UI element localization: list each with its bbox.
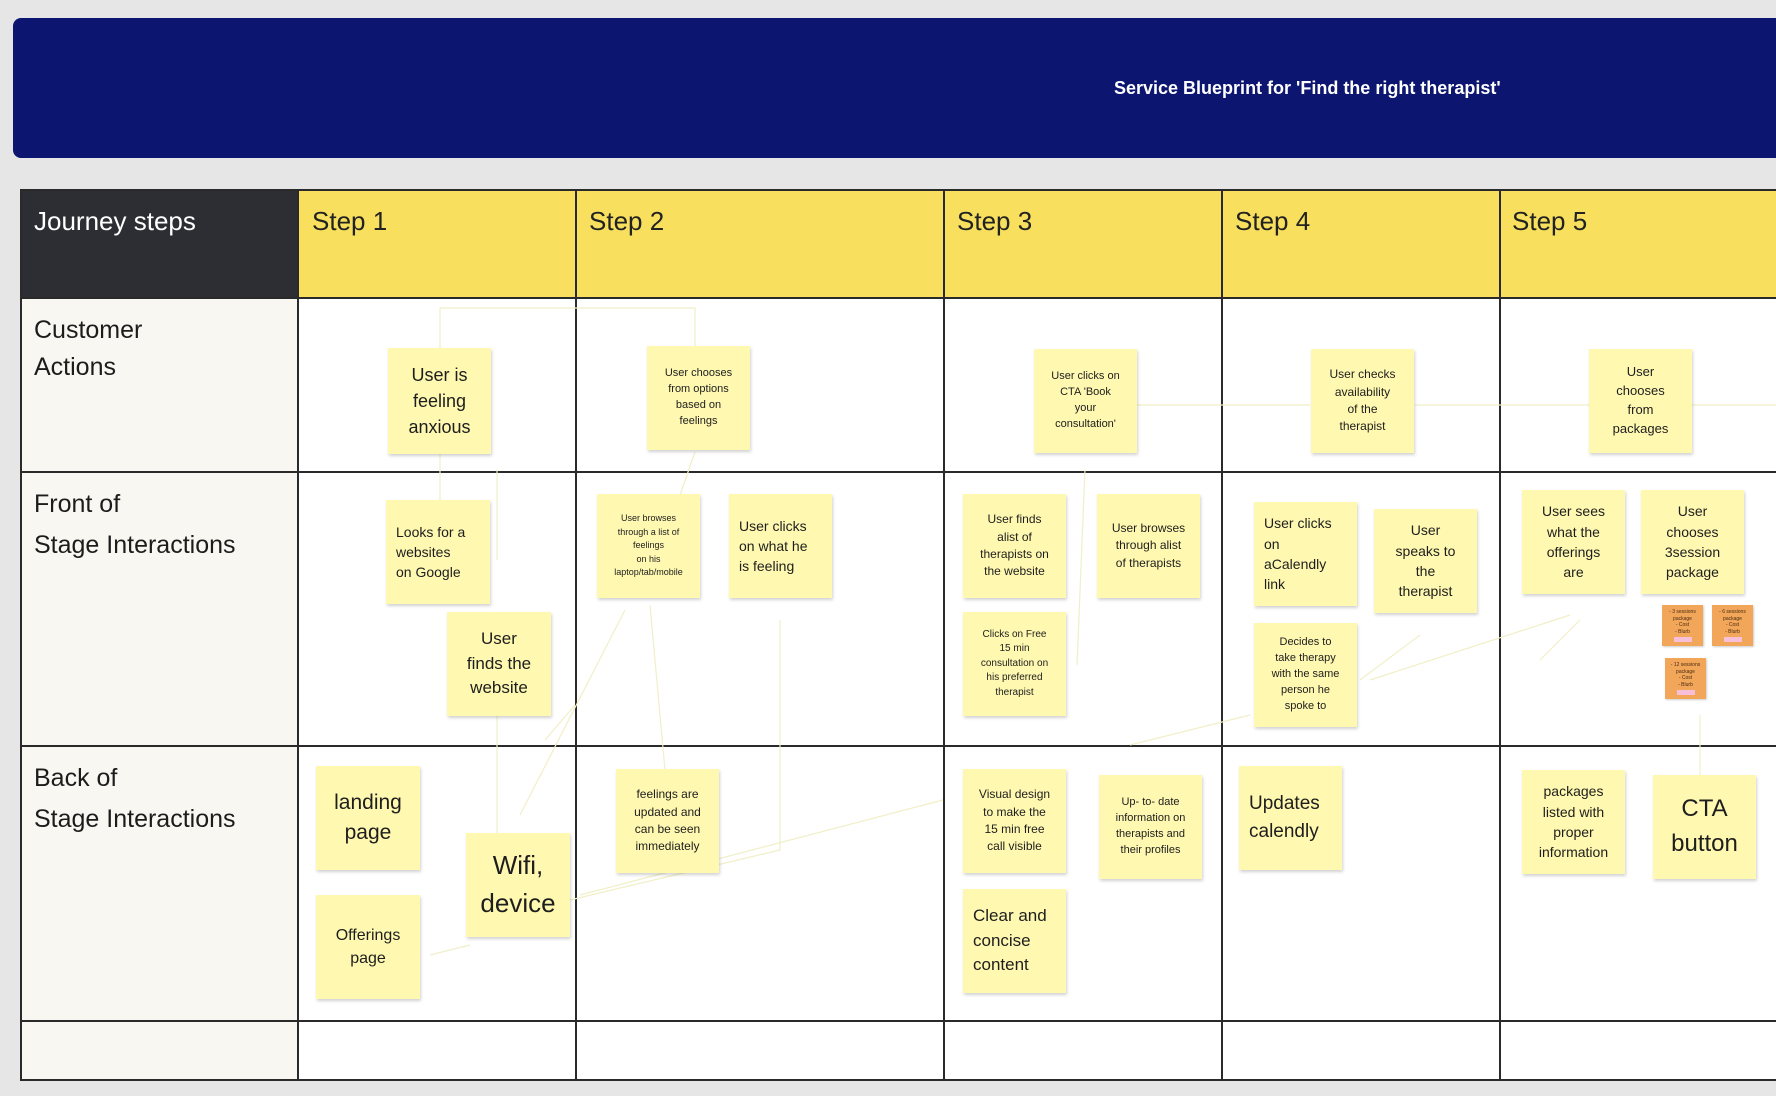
step-3-header: Step 3 xyxy=(957,206,1033,236)
grid-line xyxy=(943,189,945,1080)
board-title: Service Blueprint for 'Find the right therapist' xyxy=(1114,78,1501,98)
sticky-note[interactable]: User finds the website xyxy=(447,612,551,716)
row-label-front-stage: Front of Stage Interactions xyxy=(34,490,236,559)
package-mini-note[interactable]: - 3 sessions package - Cost - Blurb xyxy=(1662,605,1703,646)
grid-line xyxy=(20,189,22,1080)
package-mini-note[interactable]: - 6 sessions package - Cost - Blurb xyxy=(1712,605,1753,646)
row-label-back-stage: Back of Stage Interactions xyxy=(34,764,236,833)
step-5-header: Step 5 xyxy=(1512,206,1588,236)
sticky-note[interactable]: Clear and concise content xyxy=(963,889,1066,993)
sticky-note[interactable]: Decides to take therapy with the same person he spoke to xyxy=(1254,623,1357,727)
grid-line xyxy=(575,189,577,1080)
sticky-note[interactable]: User finds alist of therapists on the website xyxy=(963,494,1066,598)
sticky-note[interactable]: User sees what the offerings are xyxy=(1522,490,1625,594)
mini-tag xyxy=(1674,637,1692,642)
sticky-note[interactable]: User clicks on aCalendly link xyxy=(1254,502,1357,606)
journey-steps-label: Journey steps xyxy=(34,206,196,236)
sticky-note[interactable]: Updates calendly xyxy=(1239,766,1342,870)
sticky-note[interactable]: CTA button xyxy=(1653,775,1756,879)
sticky-note[interactable]: User speaks to the therapist xyxy=(1374,509,1477,613)
sticky-note[interactable]: Visual design to make the 15 min free call visible xyxy=(963,769,1066,873)
title-banner xyxy=(13,18,1776,158)
grid-line xyxy=(1499,189,1501,1080)
sticky-note[interactable]: feelings are updated and can be seen immediately xyxy=(616,769,719,873)
grid-line xyxy=(20,1079,1776,1081)
package-mini-note[interactable]: - 12 sessions package - Cost - Blurb xyxy=(1665,658,1706,699)
grid-line xyxy=(297,189,299,1080)
sticky-note[interactable]: Looks for a websites on Google xyxy=(386,500,490,604)
sticky-note[interactable]: Offerings page xyxy=(316,895,420,999)
sticky-note[interactable]: User chooses from options based on feelings xyxy=(647,346,750,450)
sticky-note[interactable]: Wifi, device xyxy=(466,833,570,937)
sticky-note[interactable]: packages listed with proper information xyxy=(1522,770,1625,874)
sticky-note[interactable]: User checks availability of the therapist xyxy=(1311,349,1414,453)
sticky-note[interactable]: Up- to- date information on therapists and their profiles xyxy=(1099,775,1202,879)
sticky-note[interactable]: User chooses from packages xyxy=(1589,349,1692,453)
step-1-header: Step 1 xyxy=(312,206,388,236)
row-label-column xyxy=(21,298,298,1079)
sticky-note[interactable]: landing page xyxy=(316,766,420,870)
row-label-customer-actions: Customer Actions xyxy=(34,316,143,381)
grid-line xyxy=(20,1020,1776,1022)
sticky-note[interactable]: User browses through alist of therapists xyxy=(1097,494,1200,598)
step-4-header: Step 4 xyxy=(1235,206,1311,236)
sticky-note[interactable]: User chooses 3session package xyxy=(1641,490,1744,594)
mini-tag xyxy=(1677,690,1695,695)
sticky-note[interactable]: User is feeling anxious xyxy=(388,348,491,454)
step-2-header: Step 2 xyxy=(589,206,665,236)
sticky-note[interactable]: User browses through a list of feelings on his laptop/tab/mobile xyxy=(597,494,700,598)
mini-tag xyxy=(1724,637,1742,642)
grid-line xyxy=(20,745,1776,747)
grid-line xyxy=(1221,189,1223,1080)
sticky-note[interactable]: Clicks on Free 15 min consultation on his preferred therapist xyxy=(963,612,1066,716)
grid-line xyxy=(20,297,1776,299)
grid-line xyxy=(20,471,1776,473)
sticky-note[interactable]: User clicks on what he is feeling xyxy=(729,494,832,598)
sticky-note[interactable]: User clicks on CTA 'Book your consultation' xyxy=(1034,349,1137,453)
grid-line xyxy=(20,189,1776,191)
